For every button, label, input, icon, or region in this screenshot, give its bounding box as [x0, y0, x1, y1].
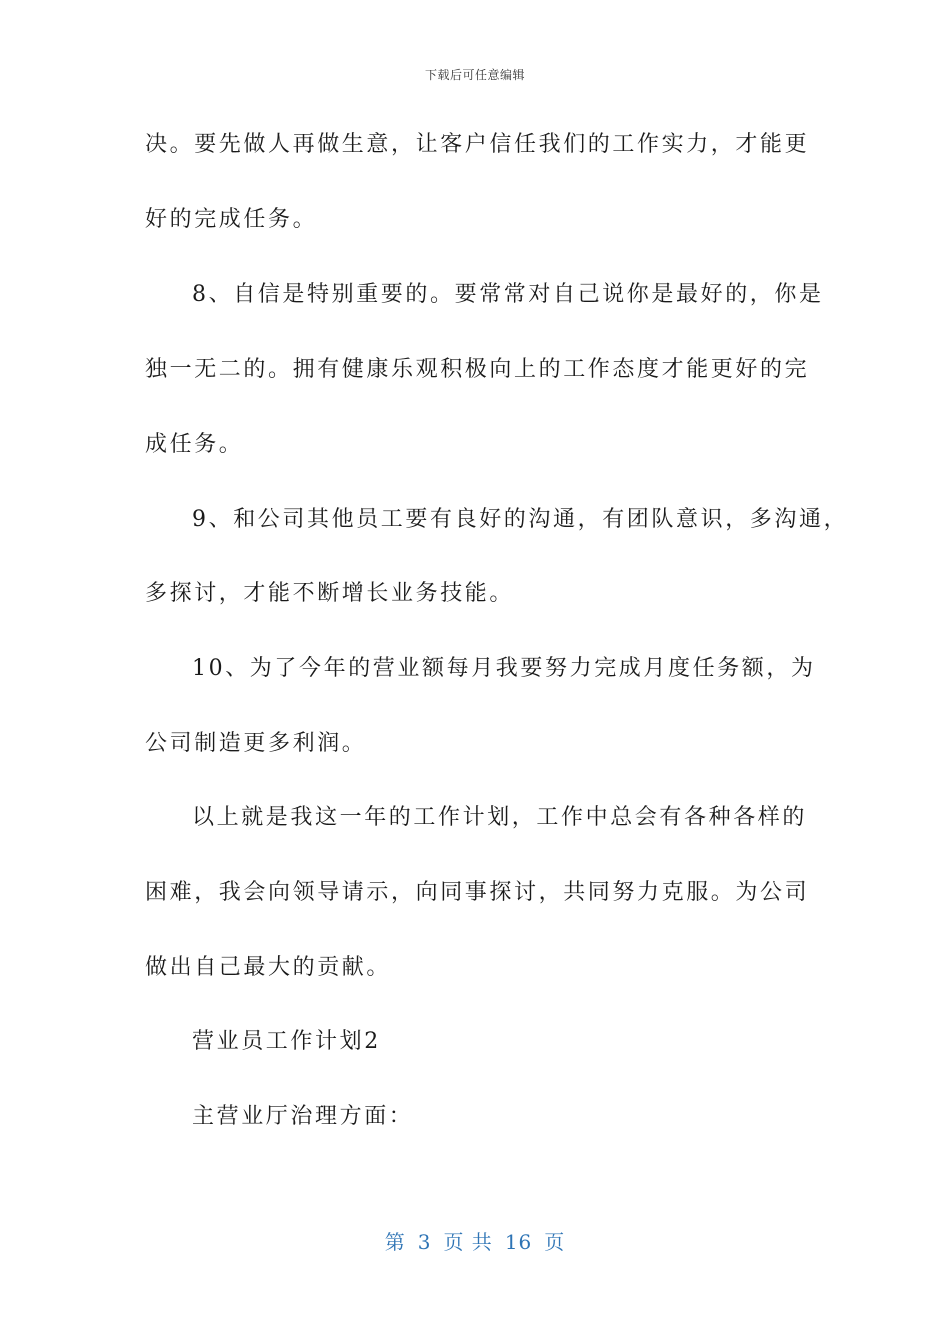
paragraph-line: 多探讨，才能不断增长业务技能。 — [145, 581, 515, 606]
footer-suffix: 页 — [544, 1230, 566, 1254]
paragraph-line: 主营业厅治理方面： — [192, 1104, 414, 1129]
footer-current-page: 3 — [417, 1230, 432, 1254]
paragraph-line: 8、自信是特别重要的。要常常对自己说你是最好的，你是 — [192, 282, 824, 307]
paragraph-line: 独一无二的。拥有健康乐观积极向上的工作态度才能更好的完 — [145, 357, 810, 382]
footer-total-pages: 16 — [504, 1230, 533, 1254]
paragraph-line: 9、和公司其他员工要有良好的沟通，有团队意识，多沟通， — [192, 507, 849, 532]
paragraph-line: 以上就是我这一年的工作计划，工作中总会有各种各样的 — [192, 805, 808, 830]
paragraph-line: 10、为了今年的营业额每月我要努力完成月度任务额，为 — [192, 656, 816, 681]
section-heading: 营业员工作计划2 — [192, 1029, 381, 1054]
paragraph-line: 困难，我会向领导请示，向同事探讨，共同努力克服。为公司 — [145, 880, 810, 905]
footer-middle: 页 共 — [443, 1230, 493, 1254]
footer-prefix: 第 — [384, 1230, 406, 1254]
paragraph-line: 成任务。 — [145, 432, 244, 457]
paragraph-line: 好的完成任务。 — [145, 207, 318, 232]
paragraph-line: 决。要先做人再做生意，让客户信任我们的工作实力，才能更 — [145, 132, 810, 157]
paragraph-line: 做出自己最大的贡献。 — [145, 955, 392, 980]
paragraph-line: 公司制造更多利润。 — [145, 731, 367, 756]
page-number-footer — [0, 1226, 950, 1255]
page-header-note: 下载后可任意编辑 — [424, 68, 525, 82]
